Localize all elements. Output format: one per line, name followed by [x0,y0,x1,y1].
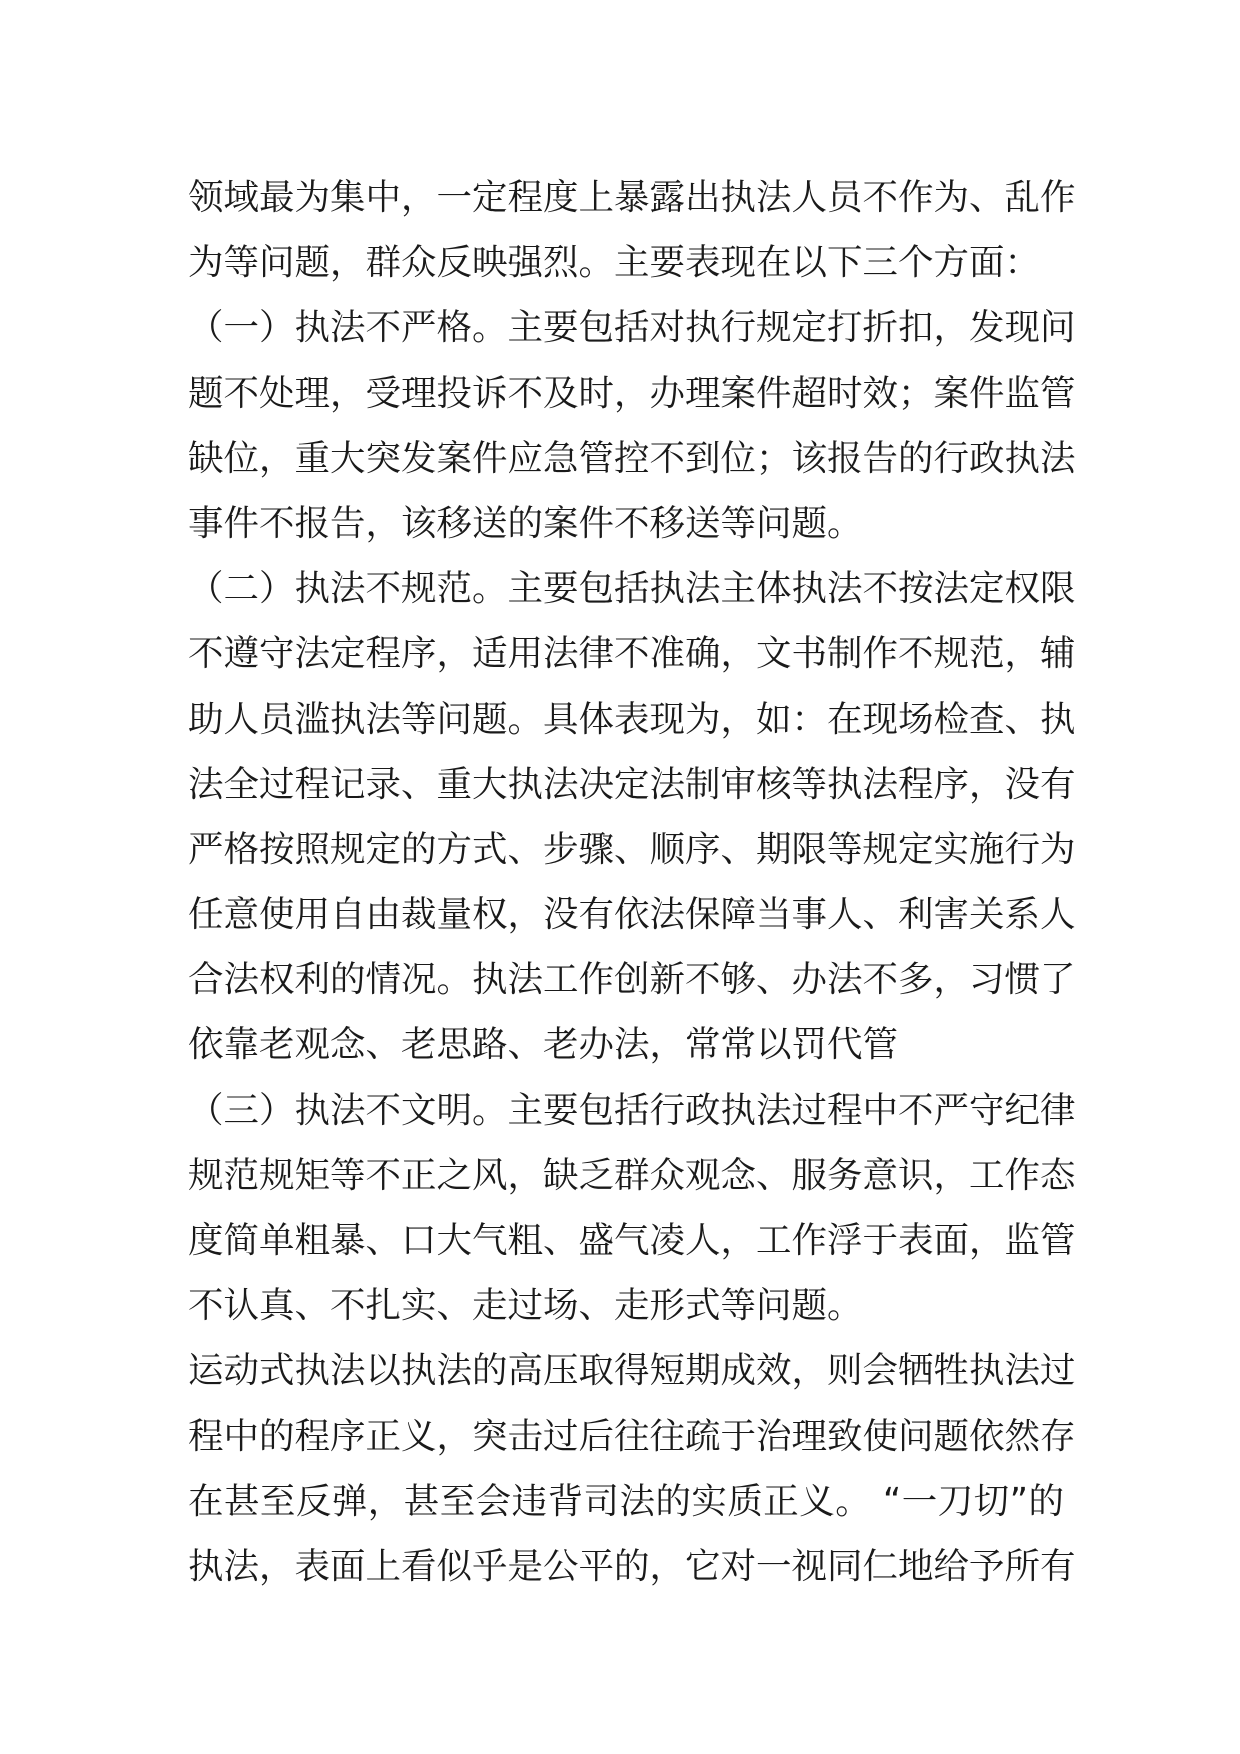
text-line: 题不处理，受理投诉不及时，办理案件超时效；案件监管 [188,372,1076,414]
text-line: 依靠老观念、老思路、老办法，常常以罚代管 [188,1024,899,1066]
text-line: （三）执法不文明。主要包括行政执法过程中不严守纪律 [188,1089,1076,1131]
text-line: 不遵守法定程序，适用法律不准确，文书制作不规范，辅 [188,633,1076,675]
text-line: （一）执法不严格。主要包括对执行规定打折扣，发现问 [188,307,1076,349]
text-line: 法全过程记录、重大执法决定法制审核等执法程序，没有 [188,763,1076,805]
text-line: 规范规矩等不正之风，缺乏群众观念、服务意识，工作态 [188,1154,1076,1196]
text-line: 运动式执法以执法的高压取得短期成效，则会牺牲执法过 [188,1350,1076,1392]
text-line: 在甚至反弹，甚至会违背司法的实质正义。 “一刀切”的 [188,1480,1064,1522]
text-line: 程中的程序正义，突击过后往往疏于治理致使问题依然存 [188,1415,1076,1457]
text-line: 领域最为集中，一定程度上暴露出执法人员不作为、乱作 [188,177,1076,218]
text-line: 执法，表面上看似乎是公平的，它对一视同仁地给予所有 [188,1545,1076,1587]
text-line: 严格按照规定的方式、步骤、顺序、期限等规定实施行为 [188,828,1076,870]
body-text [188,165,1076,1599]
text-line: 缺位，重大突发案件应急管控不到位；该报告的行政执法 [188,437,1076,479]
text-line: 事件不报告，该移送的案件不移送等问题。 [188,502,863,544]
text-line: （二）执法不规范。主要包括执法主体执法不按法定权限 [188,568,1076,610]
text-line: 助人员滥执法等问题。具体表现为，如：在现场检查、执 [188,698,1076,740]
text-line: 为等问题，群众反映强烈。主要表现在以下三个方面： [188,242,1041,284]
text-line: 合法权利的情况。执法工作创新不够、办法不多，习惯了 [188,959,1076,1001]
text-line: 不认真、不扎实、走过场、走形式等问题。 [188,1285,863,1327]
text-line: 任意使用自由裁量权，没有依法保障当事人、利害关系人 [188,894,1076,936]
text-line: 度简单粗暴、口大气粗、盛气凌人，工作浮于表面，监管 [188,1220,1076,1261]
